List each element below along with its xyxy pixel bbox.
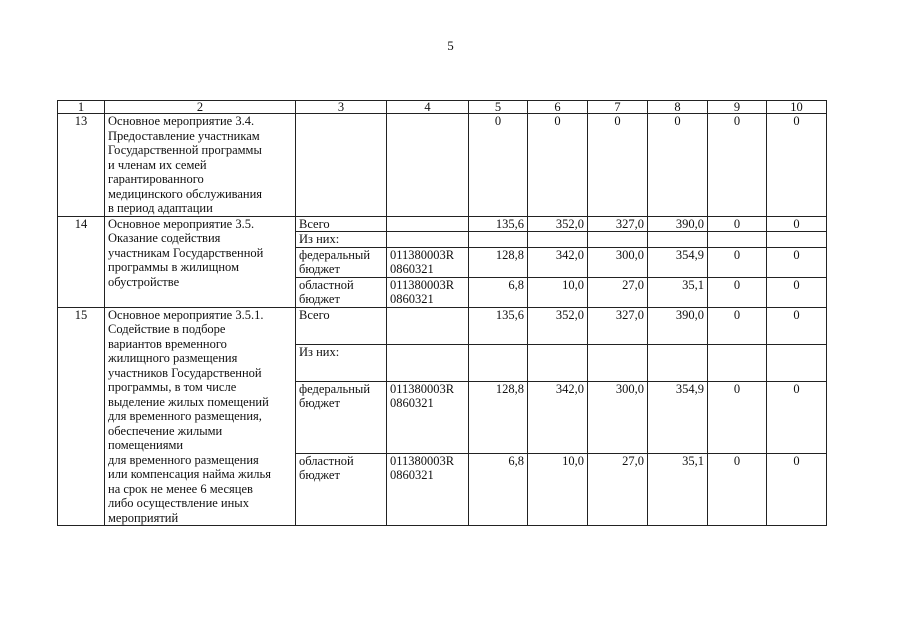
value-cell: 0 [767,307,827,344]
cell-text-line: Основное мероприятие 3.4. [108,114,255,128]
value-cell: 6,8 [469,453,528,525]
row-number-cell: 14 [58,216,105,307]
cell-text-line: областной [299,277,354,292]
cell-text-line: участникам Государственной [108,245,264,260]
cell-text-line: 011380003R [390,277,455,292]
cell-text-line: Из них: [299,232,340,246]
value-cell [767,344,827,381]
value-cell [588,232,648,248]
value-cell: 35,1 [648,453,708,525]
cell-text-line: Всего [299,307,330,322]
column-header: 3 [296,101,387,114]
value-cell: 135,6 [469,216,528,232]
value-cell: 342,0 [528,247,588,277]
code-cell [387,344,469,381]
cell-text-line: программы в жилищном [108,260,239,274]
value-cell: 0 [767,114,827,217]
code-cell [387,247,469,277]
cell-text-line: участников Государственной [108,365,262,380]
column-header: 8 [648,101,708,114]
column-header: 5 [469,101,528,114]
cell-text-line: выделение жилых помещений [108,394,269,409]
cell-text-line: Предоставление участникам [108,128,260,143]
value-cell: 0 [648,114,708,217]
code-cell [387,307,469,344]
cell-text-line: программы, в том числе [108,380,237,394]
value-cell [528,232,588,248]
cell-text-line: либо осуществление иных [108,496,249,510]
value-cell: 27,0 [588,277,648,307]
value-cell [648,344,708,381]
value-cell [528,344,588,381]
source-cell [296,381,387,453]
column-header: 7 [588,101,648,114]
code-cell [387,381,469,453]
value-cell: 35,1 [648,277,708,307]
description-cell [105,307,296,526]
value-cell: 0 [708,381,767,453]
value-cell [708,232,767,248]
code-cell [387,114,469,217]
value-cell [469,344,528,381]
value-cell: 300,0 [588,381,648,453]
cell-text-line: жилищного размещения [108,351,238,365]
value-cell: 128,8 [469,381,528,453]
value-cell [469,232,528,248]
cell-text-line: Всего [299,216,330,231]
cell-text-line: обустройстве [108,274,180,289]
cell-text-line: Основное мероприятие 3.5. [108,216,255,231]
value-cell: 135,6 [469,307,528,344]
value-cell: 10,0 [528,277,588,307]
column-header: 6 [528,101,588,114]
cell-text-line: 011380003R [390,453,455,468]
value-cell: 0 [469,114,528,217]
cell-text-line: помещениями [108,438,184,452]
value-cell [588,344,648,381]
cell-text-line: для временного размещения [108,452,259,467]
value-cell [708,344,767,381]
value-cell: 354,9 [648,247,708,277]
cell-text-line: или компенсация найма жилья [108,467,271,481]
cell-text-line: обеспечение жилыми [108,423,223,438]
cell-text-line: областной [299,453,354,468]
value-cell: 0 [767,216,827,232]
code-cell [387,453,469,525]
source-cell [296,247,387,277]
value-cell: 300,0 [588,247,648,277]
cell-text-line: федеральный [299,247,371,262]
value-cell: 0 [588,114,648,217]
column-header: 4 [387,101,469,114]
cell-text-line: вариантов временного [108,336,227,351]
value-cell: 352,0 [528,307,588,344]
cell-text-line: 0860321 [390,396,434,411]
value-cell: 128,8 [469,247,528,277]
row-number-cell: 15 [58,307,105,526]
value-cell: 390,0 [648,307,708,344]
value-cell: 0 [767,247,827,277]
cell-text-line: федеральный [299,381,371,396]
cell-text-line: мероприятий [108,510,179,525]
value-cell: 0 [767,277,827,307]
cell-text-line: Содействие в подборе [108,322,226,336]
value-cell: 354,9 [648,381,708,453]
source-cell [296,114,387,217]
code-cell [387,232,469,248]
cell-text-line: гарантированного [108,172,204,186]
cell-text-line: 0860321 [390,262,434,276]
table-row [58,114,827,217]
cell-text-line: бюджет [299,292,340,306]
value-cell: 342,0 [528,381,588,453]
source-cell [296,344,387,381]
row-number-cell: 13 [58,114,105,217]
value-cell: 0 [708,216,767,232]
value-cell: 0 [708,307,767,344]
cell-text-line: бюджет [299,262,340,276]
cell-text-line: Основное мероприятие 3.5.1. [108,307,264,322]
column-header: 9 [708,101,767,114]
value-cell: 352,0 [528,216,588,232]
value-cell: 6,8 [469,277,528,307]
cell-text-line: на срок не менее 6 месяцев [108,481,253,496]
value-cell: 0 [528,114,588,217]
value-cell: 390,0 [648,216,708,232]
cell-text-line: 0860321 [390,468,434,483]
source-cell [296,277,387,307]
cell-text-line: в период адаптации [108,201,213,215]
value-cell: 0 [708,277,767,307]
code-cell [387,216,469,232]
cell-text-line: и членам их семей [108,157,207,172]
value-cell: 327,0 [588,216,648,232]
value-cell: 0 [708,247,767,277]
table-row [58,307,827,344]
page-number: 5 [447,38,454,53]
value-cell: 0 [767,381,827,453]
code-cell [387,277,469,307]
source-cell [296,216,387,232]
column-header: 2 [105,101,296,114]
source-cell [296,307,387,344]
cell-text-line: 011380003R [390,247,455,262]
value-cell: 327,0 [588,307,648,344]
cell-text-line: 011380003R [390,381,455,396]
table-row [58,216,827,232]
value-cell [648,232,708,248]
source-cell [296,232,387,248]
cell-text-line: медицинского обслуживания [108,186,263,201]
column-header: 10 [767,101,827,114]
value-cell: 0 [767,453,827,525]
funding-table [57,100,827,526]
table-header-row [58,101,827,114]
cell-text-line: Из них: [299,344,340,359]
value-cell: 27,0 [588,453,648,525]
cell-text-line: Государственной программы [108,143,262,157]
value-cell: 10,0 [528,453,588,525]
cell-text-line: 0860321 [390,292,434,306]
cell-text-line: для временного размещения, [108,409,262,423]
cell-text-line: бюджет [299,396,340,411]
value-cell: 0 [708,453,767,525]
description-cell [105,114,296,217]
description-cell [105,216,296,307]
cell-text-line: бюджет [299,468,340,483]
value-cell: 0 [708,114,767,217]
column-header: 1 [58,101,105,114]
source-cell [296,453,387,525]
cell-text-line: Оказание содействия [108,231,221,245]
value-cell [767,232,827,248]
